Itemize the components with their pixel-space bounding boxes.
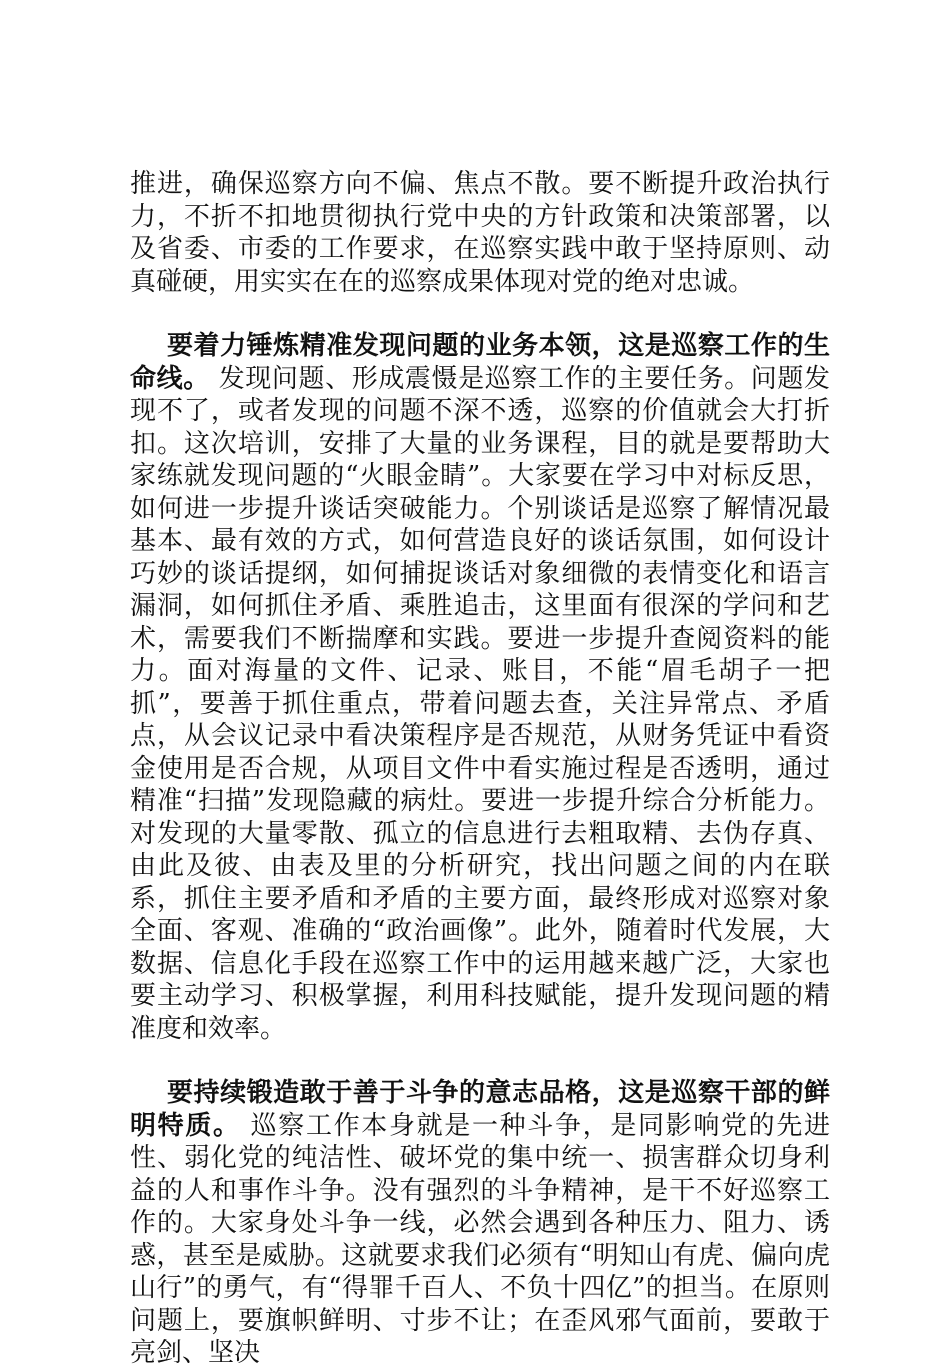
- paragraph-2-body: 发现问题、形成震慑是巡察工作的主要任务。问题发现不了，或者发现的问题不深不透，巡察的价值就会大打折扣。这次培训，安排了大量的业务课程，目的就是要帮助大家练就发现问题的“火眼金睛”。大家要在学习中对标反思，如何进一步提升谈话突破能力。个别谈话是巡察了解情况最基本、最有效的方式，如何营造良好的谈话氛围，如何设计巧妙的谈话提纲，如何捕捉谈话对象细微的表情变化和语言漏洞，如何抓住矛盾、乘胜追击，这里面有很深的学问和艺术，需要我们不断揣摩和实践。要进一步提升查阅资料的能力。面对海量的文件、记录、账目，不能“眉毛胡子一把抓”，要善于抓住重点，带着问题去查，关注异常点、矛盾点，从会议记录中看决策程序是否规范，从财务凭证中看资金使用是否合规，从项目文件中看实施过程是否透明，通过精准“扫描”发现隐藏的病灶。要进一步提升综合分析能力。对发现的大量零散、孤立的信息进行去粗取精、去伪存真、由此及彼、由表及里的分析研究，找出问题之间的内在联系，抓住主要矛盾和矛盾的主要方面，最终形成对巡察对象全面、客观、准确的“政治画像”。此外，随着时代发展，大数据、信息化手段在巡察工作中的运用越来越广泛，大家也要主动学习、积极掌握，利用科技赋能，提升发现问题的精准度和效率。: [130, 363, 830, 1044]
- document-body: [130, 168, 830, 1370]
- paragraph-1-body: 推进，确保巡察方向不偏、焦点不散。要不断提升政治执行力，不折不扣地贯彻执行党中央的方针政策和决策部署，以及省委、市委的工作要求，在巡察实践中敢于坚持原则、动真碰硬，用实实在在的巡察成果体现对党的绝对忠诚。: [130, 169, 830, 297]
- paragraph-3-lead: 要持续锻造敢于善于斗争的意志品格，这是巡察干部的鲜明特质。: [130, 1078, 830, 1141]
- paragraph-1: [130, 168, 830, 298]
- paragraph-3: [130, 1077, 830, 1370]
- paragraph-2-lead: 要着力锤炼精准发现问题的业务本领，这是巡察工作的生命线。: [130, 331, 830, 394]
- paragraph-3-body: 巡察工作本身就是一种斗争，是同影响党的先进性、弱化党的纯洁性、破坏党的集中统一、损害群众切身利益的人和事作斗争。没有强烈的斗争精神，是干不好巡察工作的。大家身处斗争一线，必然会遇到各种压力、阻力、诱惑，甚至是威胁。这就要求我们必须有“明知山有虎、偏向虎山行”的勇气，有“得罪千百人、不负十四亿”的担当。在原则问题上，要旗帜鲜明、寸步不让；在歪风邪气面前，要敢于亮剑、坚决: [130, 1110, 830, 1368]
- paragraph-2: [130, 330, 830, 1045]
